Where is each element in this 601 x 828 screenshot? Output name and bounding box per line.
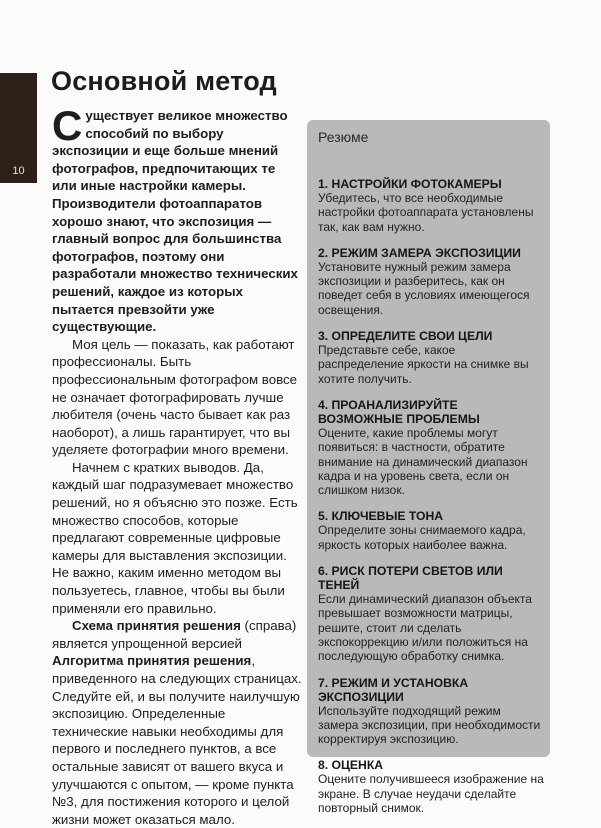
summary-item-heading: 6. РИСК ПОТЕРИ СВЕТОВ ИЛИ ТЕНЕЙ — [318, 564, 503, 593]
summary-item-body: Убедитесь, что все необходимые настройки фотоаппарата установлены так, как вам нужно. — [318, 191, 534, 234]
paragraph-2: Моя цель — показать, как работают профессионалы. Быть профессиональным фотографом вовсе не означает фотографировать лучше любителя (очень часто бывает как раз наоборот), а лишь гарантирует, что вы уделяете фотографии много времени. — [52, 336, 298, 458]
summary-item-heading: 8. ОЦЕНКА — [318, 758, 384, 773]
page-title: Основной метод — [51, 66, 277, 96]
summary-item-body: Если динамический диапазон объекта превышает возможности матрицы, решите, стоит ли сделать экспокоррекцию и/или положиться на последующую обработку снимка. — [318, 592, 532, 664]
summary-item-heading: 2. РЕЖИМ ЗАМЕРА ЭКСПОЗИЦИИ — [318, 245, 521, 260]
summary-item-body: Определите зоны снимаемого кадра, яркость которых наиболее важна. — [318, 523, 526, 552]
algorithm-term: Алгоритма принятия решения — [52, 653, 252, 669]
summary-item-heading: 5. КЛЮЧЕВЫЕ ТОНА — [318, 509, 444, 524]
summary-item-heading: 7. РЕЖИМ И УСТАНОВКА ЭКСПОЗИЦИИ — [318, 675, 469, 704]
summary-item — [318, 177, 544, 234]
summary-list — [318, 177, 544, 827]
summary-item-heading: 4. ПРОАНАЛИЗИРУЙТЕ ВОЗМОЖНЫЕ ПРОБЛЕМЫ — [318, 397, 480, 426]
summary-item-body: Оцените получившееся изображение на экране. В случае неудачи сделайте повторный снимок. — [318, 772, 544, 816]
summary-item — [318, 509, 544, 552]
article-column — [52, 102, 302, 828]
summary-item-body: Представьте себе, какое распределение яркости на снимке вы хотите получить. — [318, 343, 529, 386]
summary-item-heading: 3. ОПРЕДЕЛИТЕ СВОИ ЦЕЛИ — [318, 329, 493, 344]
summary-item — [318, 398, 544, 497]
summary-item-body: Используйте подходящий режим замера экспозиции, при необходимости корректируя экспозицию. — [318, 703, 541, 747]
summary-item — [318, 246, 544, 317]
summary-item — [318, 758, 544, 815]
scheme-term: Схема принятия решения — [72, 618, 241, 634]
paragraph-3: Начнем с кратких выводов. Да, каждый шаг подразумевает множество решений, но я объясню это позже. Есть множество способов, которые предлагают современные цифровые камеры для выставления экспозиции. Не важно, каким именно методом вы пользуетесь, главное, чтобы вы были применяли его правильно. — [52, 459, 298, 616]
page-number: 10 — [12, 165, 25, 177]
lead-paragraph — [52, 102, 302, 336]
lead-text: уществует великое множество способий по выбору экспозиции и еще больше мнений фотографов, предпочитающих те или иные настройки камеры. Производители фотоаппаратов хорошо знают, что экспозиция — главный вопрос для большинства фотографов, поэтому они разработали множество технических решений, каждое из которых пытается превзойти уже существующие. — [52, 108, 298, 335]
summary-item-heading: 1. НАСТРОЙКИ ФОТОКАМЕРЫ — [318, 177, 502, 191]
paragraph-4-text-1: (справа) является упрощенной версией — [52, 618, 297, 651]
paragraph-4 — [52, 617, 302, 828]
summary-item — [318, 564, 544, 663]
summary-box — [307, 120, 550, 816]
summary-item-body: Установите нужный режим замера экспозиции и разберитесь, как он поведет себя в условиях имеющегося освещения. — [318, 259, 530, 317]
summary-item — [318, 329, 544, 386]
summary-item-body: Оцените, какие проблемы могут появиться: в частности, обратите внимание на динамический диапазон кадра и на уровень света, если он слишком низок. — [318, 425, 528, 498]
paragraph-4-text-2: , приведенного на следующих страницах. Следуйте ей, и вы получите наилучшую экспозицию. Определенные технические навыки необходимы для первого и последнего пунктов, а все остальные зависят от вашего вкуса и улучшаются с опытом, — кроме пункта №3, для постижения которого и целой жизни может оказаться мало. — [52, 653, 302, 827]
drop-cap: С — [52, 102, 83, 149]
summary-item — [318, 676, 544, 747]
summary-title: Резюме — [318, 129, 369, 145]
